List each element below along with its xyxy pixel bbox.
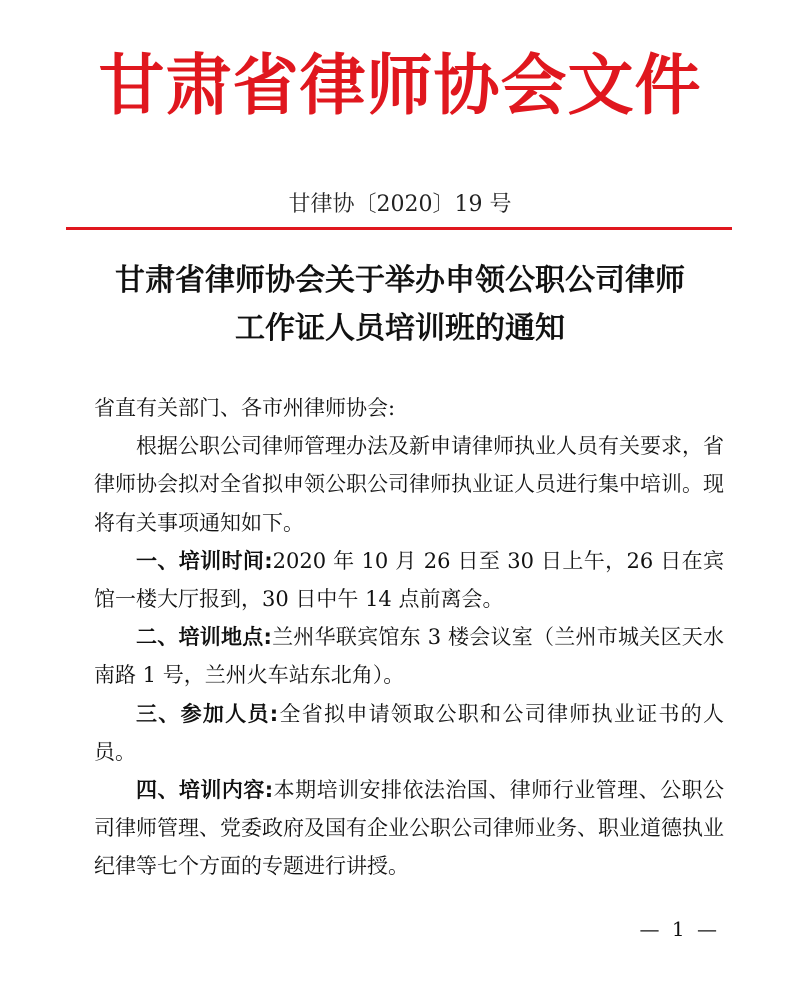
item-text: 2020 年 10 月 26 日至 30 日上午，26 日在宾馆一楼大厅报到，30 日中午 14 点前离会。 <box>94 548 725 612</box>
salutation: 省直有关部门、各市州律师协会: <box>94 396 396 420</box>
item-label: 一、培训时间: <box>136 548 273 573</box>
red-divider-line <box>66 227 732 230</box>
item-text: 兰州华联宾馆东 3 楼会议室（兰州市城关区天水南路 1 号，兰州火车站东北角）。 <box>94 625 724 688</box>
notice-title <box>0 257 800 353</box>
document-number: 甘律协〔2020〕19 号 <box>288 192 512 217</box>
notice-title-line-2: 工作证人员培训班的通知 <box>235 311 565 346</box>
item-training-content <box>94 771 724 886</box>
item-label: 三、参加人员: <box>136 701 279 726</box>
item-training-time <box>94 542 724 618</box>
notice-title-line-1: 甘肃省律师协会关于举办申领公职公司律师 <box>115 263 685 298</box>
intro-paragraph: 根据公职公司律师管理办法及新申请律师执业人员有关要求，省律师协会拟对全省拟申领公职公司律师执业证人员进行集中培训。现将有关事项通知如下。 <box>94 434 724 535</box>
item-label: 四、培训内容: <box>136 778 274 803</box>
page-number: — 1 — <box>639 917 720 941</box>
item-participants <box>94 695 724 771</box>
masthead-title: 甘肃省律师协会文件 <box>98 47 702 124</box>
notice-body <box>94 389 724 886</box>
item-text: 本期培训安排依法治国、律师行业管理、公职公司律师管理、党委政府及国有企业公职公司律师业务、职业道德执业纪律等七个方面的专题进行讲授。 <box>94 778 724 879</box>
item-training-location <box>94 618 724 694</box>
item-label: 二、培训地点: <box>136 625 272 650</box>
item-text: 全省拟申请领取公职和公司律师执业证书的人员。 <box>94 701 724 764</box>
